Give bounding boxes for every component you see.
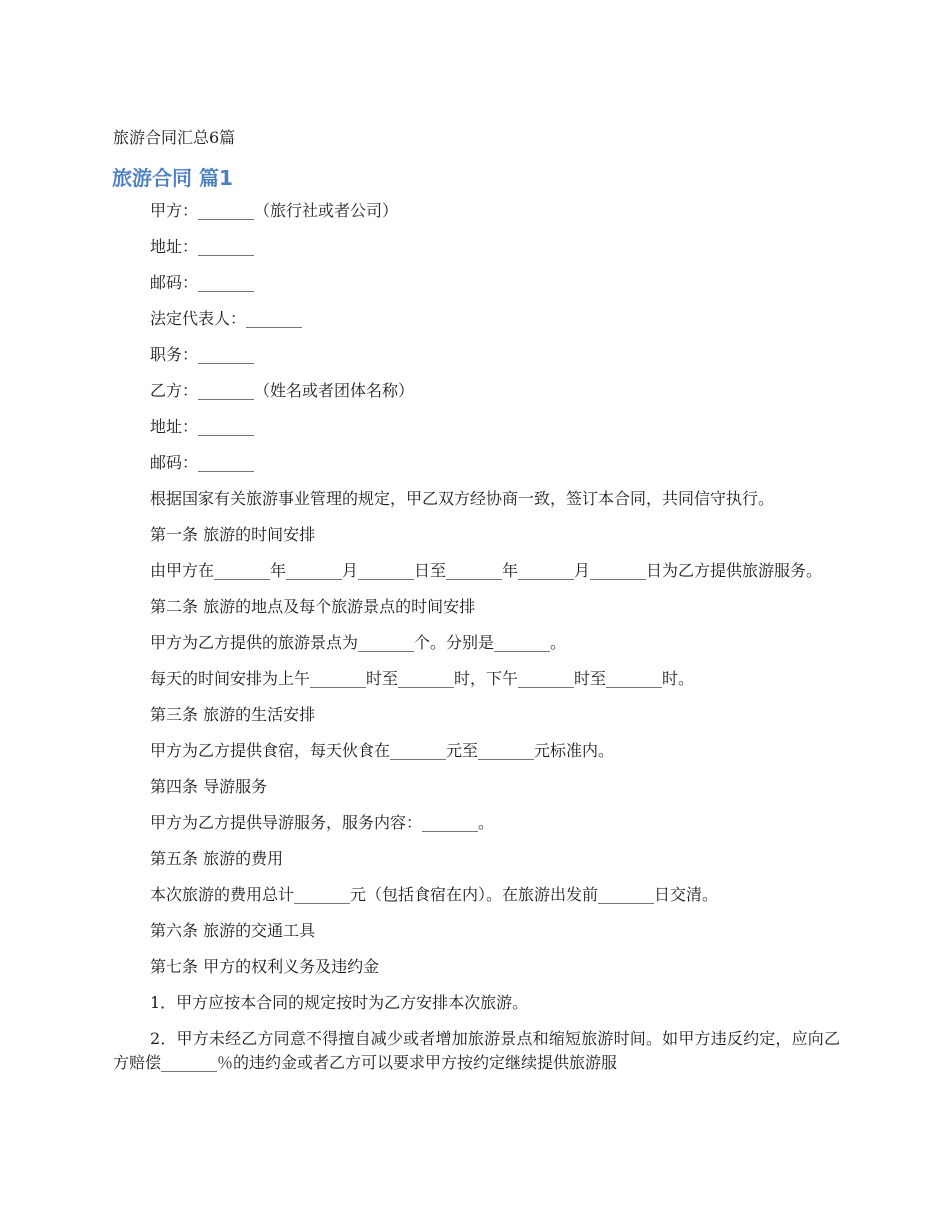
party-b-postcode-line: 邮码：_______ xyxy=(150,453,255,472)
article-2-content: 甲方为乙方提供的旅游景点为_______个。分别是_______。 xyxy=(150,633,567,652)
party-b-address-line: 地址：_______ xyxy=(150,417,255,436)
document-body xyxy=(113,199,840,1087)
article-6-heading: 第六条 旅游的交通工具 xyxy=(150,921,316,940)
article-3-heading: 第三条 旅游的生活安排 xyxy=(150,705,316,724)
article-5-heading: 第五条 旅游的费用 xyxy=(150,849,284,868)
article-4-content: 甲方为乙方提供导游服务，服务内容：_______。 xyxy=(150,813,495,832)
party-b-line: 乙方：_______（姓名或者团体名称） xyxy=(150,381,415,400)
section-heading: 旅游合同 篇1 xyxy=(112,166,233,190)
article-1-heading: 第一条 旅游的时间安排 xyxy=(150,525,316,544)
article-4-heading: 第四条 导游服务 xyxy=(150,777,268,796)
article-7-item-1: 1．甲方应按本合同的规定按时为乙方安排本次旅游。 xyxy=(150,993,529,1012)
preamble-paragraph: 根据国家有关旅游事业管理的规定，甲乙双方经协商一致，签订本合同，共同信守执行。 xyxy=(150,489,775,508)
article-2-schedule: 每天的时间安排为上午_______时至_______时，下午_______时至_______时。 xyxy=(150,669,695,688)
article-1-content: 由甲方在_______年_______月_______日至_______年_______月_______日为乙方提供旅游服务。 xyxy=(150,561,823,580)
article-3-content: 甲方为乙方提供食宿，每天伙食在_______元至_______元标准内。 xyxy=(150,741,615,760)
article-7-heading: 第七条 甲方的权利义务及违约金 xyxy=(150,957,380,976)
article-7-item-2: 2．甲方未经乙方同意不得擅自减少或者增加旅游景点和缩短旅游时间。如甲方违反约定，应向乙方赔偿_______％的违约金或者乙方可以要求甲方按约定继续提供旅游服 xyxy=(113,1029,840,1072)
article-2-heading: 第二条 旅游的地点及每个旅游景点的时间安排 xyxy=(150,597,476,616)
document-title: 旅游合同汇总6篇 xyxy=(113,128,236,147)
article-5-content: 本次旅游的费用总计_______元（包括食宿在内）。在旅游出发前_______日交清。 xyxy=(150,885,719,904)
legal-representative-line: 法定代表人：_______ xyxy=(150,309,303,328)
position-line: 职务：_______ xyxy=(150,345,255,364)
party-a-postcode-line: 邮码：_______ xyxy=(150,273,255,292)
party-a-address-line: 地址：_______ xyxy=(150,237,255,256)
party-a-line: 甲方：_______（旅行社或者公司） xyxy=(150,201,399,220)
